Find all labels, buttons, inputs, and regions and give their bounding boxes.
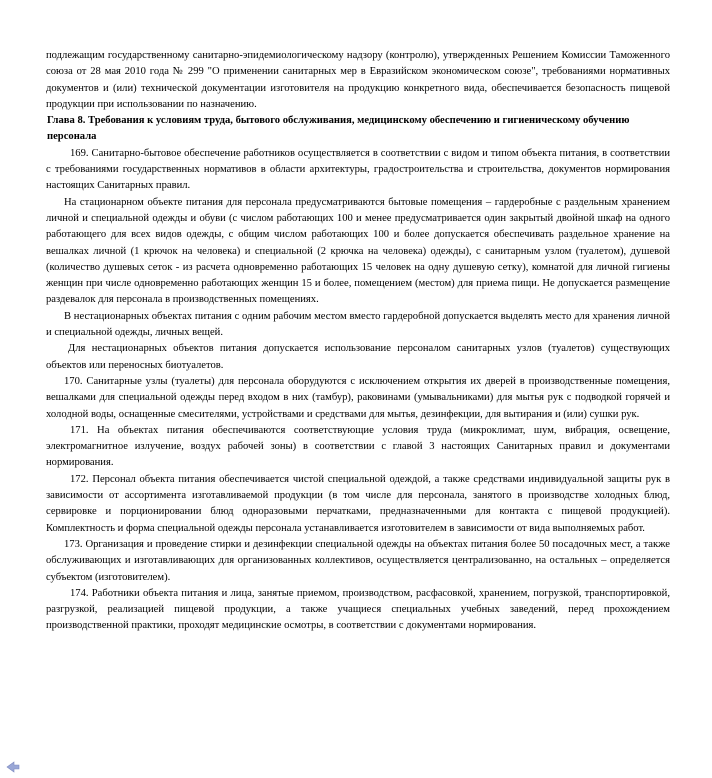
paragraph-174: 174. Работники объекта питания и лица, занятые приемом, производством, расфасовкой, хранением, погрузкой, транспортировкой, разгрузкой, реализацией пищевой продукции, а также учащиеся специальных учебных заведений, перед прохождением производственной практики, проходят медицинские осмотры, в соответствии с документами нормирования. [46,587,670,632]
intro-paragraph: подлежащим государственному санитарно-эпидемиологическому надзору (контролю), утвержденных Решением Комиссии Таможенного союза от 28 мая 2010 года № 299 "О применении санитарных мер в Евразийском экономическом союзе", требованиями нормативных документов и (или) технической документации изготовителя на продукцию конкретного вида, обеспечивается безопасность пищевой продукции при использовании по назначению. [46,50,670,110]
paragraph-nonstationary-storage: В нестационарных объектах питания с одним рабочим местом вместо гардеробной допускается выделять место для хранения личной и специальной одежды, личных вещей. [46,310,670,339]
document-page [46,48,670,635]
paragraph-169: 169. Санитарно-бытовое обеспечение работников осуществляется в соответствии с видом и типом объекта питания, в соответствии с требованиями государственных нормативов в области архитектуры, градостроительства и строительства, документов нормирования настоящих Санитарных правил. [46,147,670,192]
paragraph-171: 171. На объектах питания обеспечиваются соответствующие условия труда (микроклимат, шум, вибрация, освещение, электромагнитное излучение, воздух рабочей зоны) в соответствии с главой 3 настоящих Санитарных правил и документами нормирования. [46,424,670,469]
chapter-heading: Глава 8. Требования к условиям труда, бытового обслуживания, медицинскому обеспечению и гигиеническому обучению персонала [47,115,630,143]
paragraph-173: 173. Организация и проведение стирки и дезинфекции специальной одежды на объектах питания более 50 посадочных мест, а также обслуживающих и изготавливающих для организованных коллективов, осуществляется централизованно, на остальных – определяется субъектом (изготовителем). [46,538,670,583]
paragraph-nonstationary-toilets: Для нестационарных объектов питания допускается использование персоналом санитарных узлов (туалетов) существующих объектов или переносных биотуалетов. [46,343,670,371]
paragraph-172: 172. Персонал объекта питания обеспечивается чистой специальной одеждой, а также средствами индивидуальной защиты рук в зависимости от ассортимента изготавливаемой продукции (в том числе для персонала, занятого в производстве холодных блюд, сервировке и порционировании блюд одноразовыми перчатками, предназначенными для контакта с пищевой продукцией). Комплектность и форма специальной одежды персонала устанавливается изготовителем в зависимости от вида выполняемых работ. [46,473,670,534]
arrow-left-icon[interactable] [6,760,20,772]
paragraph-stationary-premises: На стационарном объекте питания для персонала предусматриваются бытовые помещения – гардеробные с раздельным хранением личной и специальной одежды и обуви (с числом работающих 100 и менее предусматривается один закрытый двойной шкаф на одного работающего для всех видов одежды, с общим числом работающих 100 и более допускается обеспечивать раздельное хранение на вешалках личной (1 крючок на человека) и специальной (2 крючка на человека) одежды), с санитарным узлом (туалетом), душевой (количество душевых сеток - из расчета одновременно работающих 15 человек на одну душевую сетку), комнатой для личной гигиены женщин при числе одновременно работающих женщин 15 и более, помещением (местом) для приема пищи. Не допускается размещение раздевалок для персонала в производственных помещениях. [46,196,670,306]
paragraph-170: 170. Санитарные узлы (туалеты) для персонала оборудуются с исключением открытия их дверей в производственные помещения, вешалками для специальной одежды перед входом в них (тамбур), раковинами (умывальниками) для мытья рук с подводкой горячей и холодной воды, оснащенные смесителями, устройствами и средствами для мытья, дезинфекции, для вытирания и (или) сушки рук. [46,375,670,420]
